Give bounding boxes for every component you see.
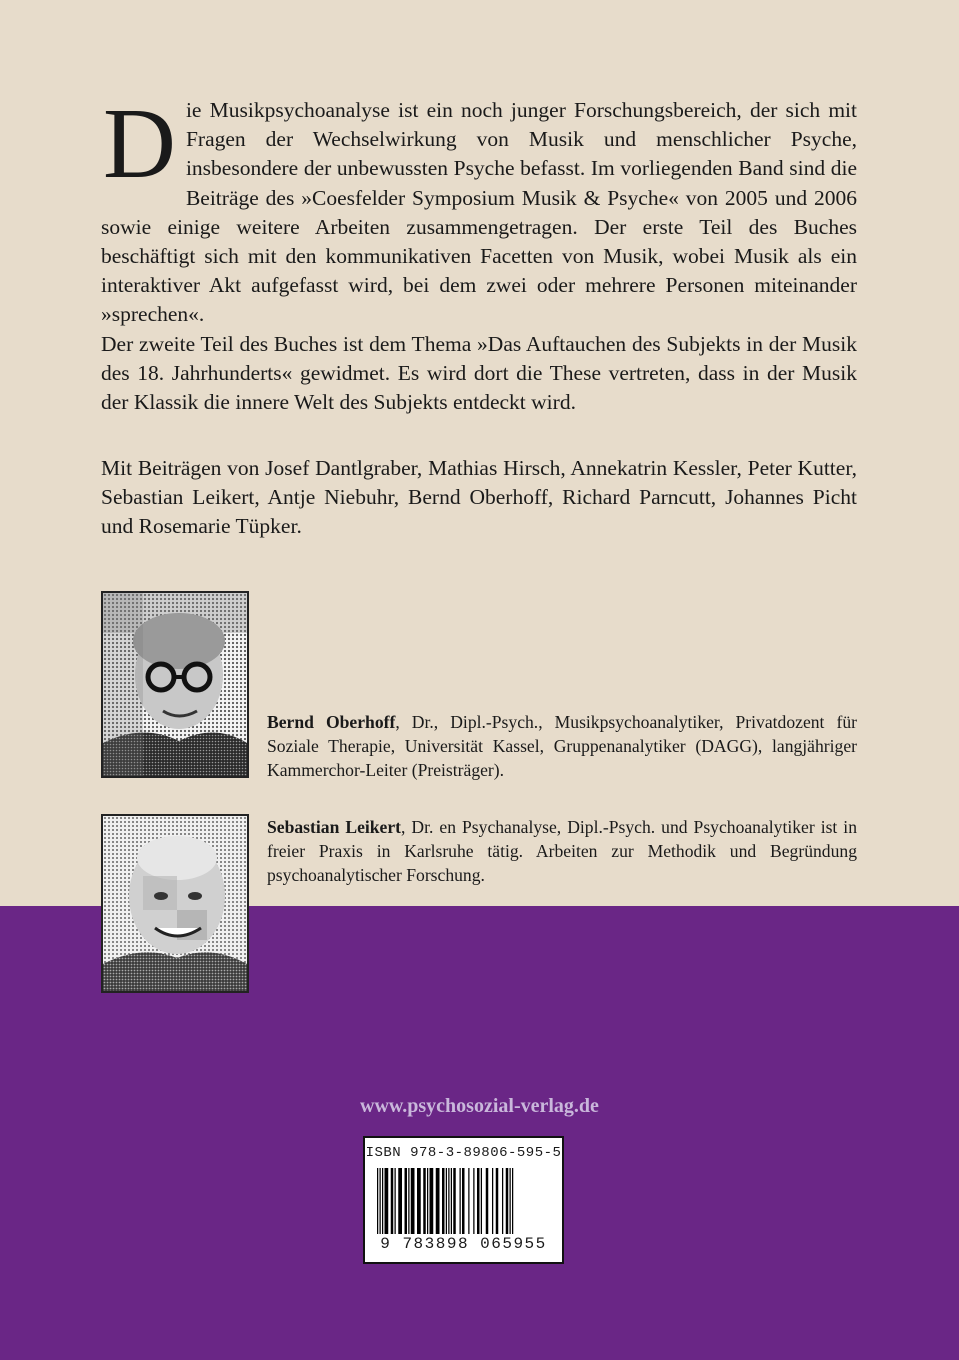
barcode-bar: [481, 1168, 482, 1234]
barcode-bar: [460, 1168, 461, 1234]
isbn-barcode: [363, 1136, 564, 1264]
isbn-number: ISBN 978-3-89806-595-5: [365, 1145, 562, 1161]
author-name-leikert: Sebastian Leikert: [267, 817, 402, 837]
barcode-bar: [436, 1168, 440, 1234]
barcode-bar: [377, 1168, 378, 1234]
barcode-bar: [451, 1168, 452, 1234]
barcode-bar: [427, 1168, 428, 1234]
barcode-bar: [398, 1168, 402, 1234]
ean-number: 9 783898 065955: [380, 1235, 547, 1253]
barcode-bar: [385, 1168, 389, 1234]
bio-oberhoff: [267, 710, 857, 782]
barcode-bar: [473, 1168, 474, 1234]
barcode-bar: [502, 1168, 503, 1234]
blurb-paragraph-2: Der zweite Teil des Buches ist dem Thema »Das Auftauchen des Subjekts in der Musik des 18. Jahrhunderts« gewidmet. Es wird dort die These vertreten, dass in der Musik der Klassik die innere Welt des Subjekts entdeckt wird.: [101, 331, 857, 415]
barcode-bar: [423, 1168, 426, 1234]
drop-cap: D: [103, 87, 176, 199]
barcode-bar: [395, 1168, 396, 1234]
barcode-bar: [512, 1168, 513, 1234]
barcode-bar: [408, 1168, 409, 1234]
author-photo-leikert: [101, 814, 249, 993]
author-bio-oberhoff: , Dr., Dipl.-Psych., Musikpsychoanalytiker, Privatdozent für Soziale Therapie, Universität Kassel, Gruppenanalytiker (DAGG), langjähriger Kammerchor-Leiter (Preisträger).: [267, 712, 857, 780]
barcode-bar: [510, 1168, 511, 1234]
barcode-bar: [453, 1168, 456, 1234]
author-name-oberhoff: Bernd Oberhoff: [267, 712, 396, 732]
barcode-bar: [506, 1168, 509, 1234]
blurb: [101, 87, 857, 417]
bio-leikert: [267, 815, 857, 887]
barcode-bars: [375, 1168, 552, 1234]
contributors-list: Mit Beiträgen von Josef Dantlgraber, Mathias Hirsch, Annekatrin Kessler, Peter Kutter, Sebastian Leikert, Antje Niebuhr, Bernd Oberhoff, Richard Parncutt, Johannes Picht und Rosemarie Tüpker.: [101, 456, 857, 539]
barcode-bar: [462, 1168, 465, 1234]
blurb-paragraph-1: ie Musikpsychoanalyse ist ein noch junger Forschungsbereich, der sich mit Fragen der Wechselwirkung von Musik und menschlicher Psyche, insbesondere der unbewussten Psyche befasst. Im vorliegenden Band sind die Beiträge des »Coesfelder Symposium Musik & Psyche« von 2005 und 2006 sowie einige weitere Arbeiten zusammengetragen. Der erste Teil des Buches beschäftigt sich mit den kommunikativen Facetten von Musik, wobei Musik als ein interaktiver Akt aufgefasst wird, bei dem zwei oder mehrere Personen miteinander »sprechen«.: [101, 98, 857, 327]
portrait-oberhoff: [103, 593, 247, 776]
barcode-bar: [477, 1168, 480, 1234]
barcode-bar: [411, 1168, 415, 1234]
portrait-leikert: [103, 816, 247, 991]
barcode-bar: [405, 1168, 408, 1234]
barcode-bar: [496, 1168, 499, 1234]
barcode-bar: [442, 1168, 445, 1234]
author-bio-leikert: , Dr. en Psychanalyse, Dipl.-Psych. und Psychoanalytiker ist in freier Praxis in Karlsruhe tätig. Arbeiten zur Methodik und Begründung psychoanalytischer Forschung.: [267, 817, 857, 885]
barcode-bar: [492, 1168, 493, 1234]
barcode-bar: [380, 1168, 381, 1234]
barcode-bar: [417, 1168, 421, 1234]
barcode-bar: [486, 1168, 489, 1234]
barcode-bar: [391, 1168, 394, 1234]
barcode-bar: [448, 1168, 449, 1234]
barcode-bar: [430, 1168, 434, 1234]
barcode-bar: [382, 1168, 383, 1234]
publisher-url[interactable]: www.psychosozial-verlag.de: [360, 1095, 599, 1117]
barcode-bar: [468, 1168, 469, 1234]
barcode-bar: [446, 1168, 447, 1234]
author-photo-oberhoff: [101, 591, 249, 778]
